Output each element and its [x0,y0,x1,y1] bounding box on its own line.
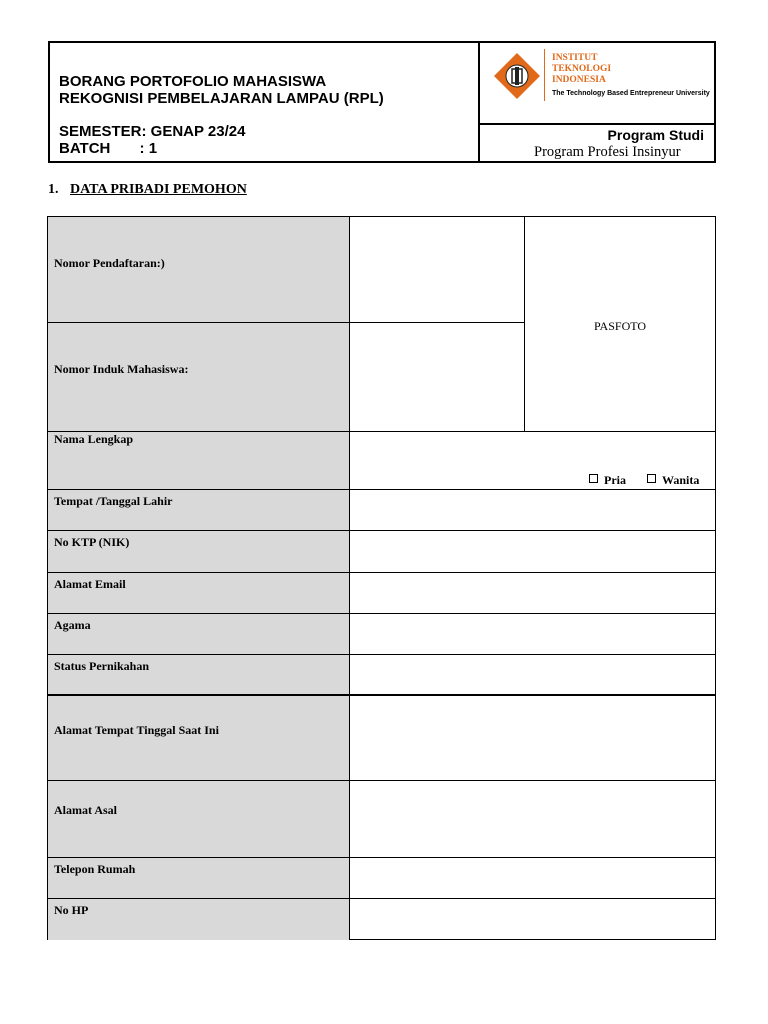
photo-label: PASFOTO [593,319,647,333]
logo-tagline: The Technology Based Entrepreneur University [552,90,710,97]
field-label-text: Nama Lengkap [54,432,134,446]
form-title-line2: REKOGNISI PEMBELAJARAN LAMPAU (RPL) [59,90,384,107]
field-label-text: No HP [54,903,89,917]
field-label-text: No KTP (NIK) [54,535,130,549]
gender-label: Pria [604,473,626,487]
section-number: 1. [48,182,59,197]
program-value: Program Profesi Insinyur [534,144,681,160]
field-label-text: Alamat Tempat Tinggal Saat Ini [54,723,219,737]
field-value-marital-status[interactable] [350,655,715,696]
checkbox-icon[interactable] [647,474,656,483]
field-label-religion [48,614,350,655]
document-header [48,41,716,163]
field-label-text: Nomor Induk Mahasiswa: [54,362,189,376]
field-value-home-phone[interactable] [350,858,715,899]
gender-option-wanita[interactable] [647,473,699,487]
institution-logo [480,43,716,125]
header-right-block [480,43,714,161]
program-label: Program Studi [607,127,704,143]
form-title-line1: BORANG PORTOFOLIO MAHASISWA [59,73,327,90]
field-label-registration-number [48,217,350,323]
field-label-current-address [48,696,350,781]
logo-name-line2: TEKNOLOGI [552,64,612,74]
field-label-text: Tempat /Tanggal Lahir [54,494,173,508]
field-label-marital-status [48,655,350,696]
logo-name [552,53,611,86]
form-title [59,73,384,107]
semester-block [59,123,245,157]
logo-name-line3: INDONESIA [552,75,606,85]
gender-option-pria[interactable] [589,473,626,487]
field-label-text: Status Pernikahan [54,659,150,673]
semester-text: SEMESTER: GENAP 23/24 [59,123,246,140]
field-value-registration-number[interactable] [350,217,524,323]
field-label-ktp [48,531,350,573]
header-title-block [50,43,480,161]
logo-divider [544,49,545,101]
field-value-email[interactable] [350,573,715,614]
field-value-mobile[interactable] [350,899,715,940]
field-label-origin-address [48,781,350,858]
field-label-email [48,573,350,614]
field-label-mobile [48,899,350,940]
checkbox-icon[interactable] [589,474,598,483]
field-label-text: Alamat Email [54,577,126,591]
field-value-ktp[interactable] [350,531,715,573]
field-label-text: Nomor Pendaftaran:) [54,256,165,270]
field-value-student-id[interactable] [350,323,524,432]
field-value-religion[interactable] [350,614,715,655]
field-label-birth [48,490,350,531]
gender-options [589,473,699,488]
personal-data-form [47,216,716,940]
field-label-text: Telepon Rumah [54,862,136,876]
field-label-home-phone [48,858,350,899]
field-label-full-name [48,432,350,490]
field-value-current-address[interactable] [350,696,715,781]
field-value-birth[interactable] [350,490,715,531]
section-title: DATA PRIBADI PEMOHON [70,182,247,197]
logo-name-line1: INSTITUT [552,53,598,63]
photo-box[interactable] [524,217,715,432]
batch-text: BATCH : 1 [59,140,158,157]
field-label-text: Agama [54,618,91,632]
field-label-text: Alamat Asal [54,803,117,817]
field-value-origin-address[interactable] [350,781,715,858]
section-heading [48,182,247,198]
field-label-student-id [48,323,350,432]
gender-label: Wanita [662,473,700,487]
logo-emblem-icon [494,53,540,99]
